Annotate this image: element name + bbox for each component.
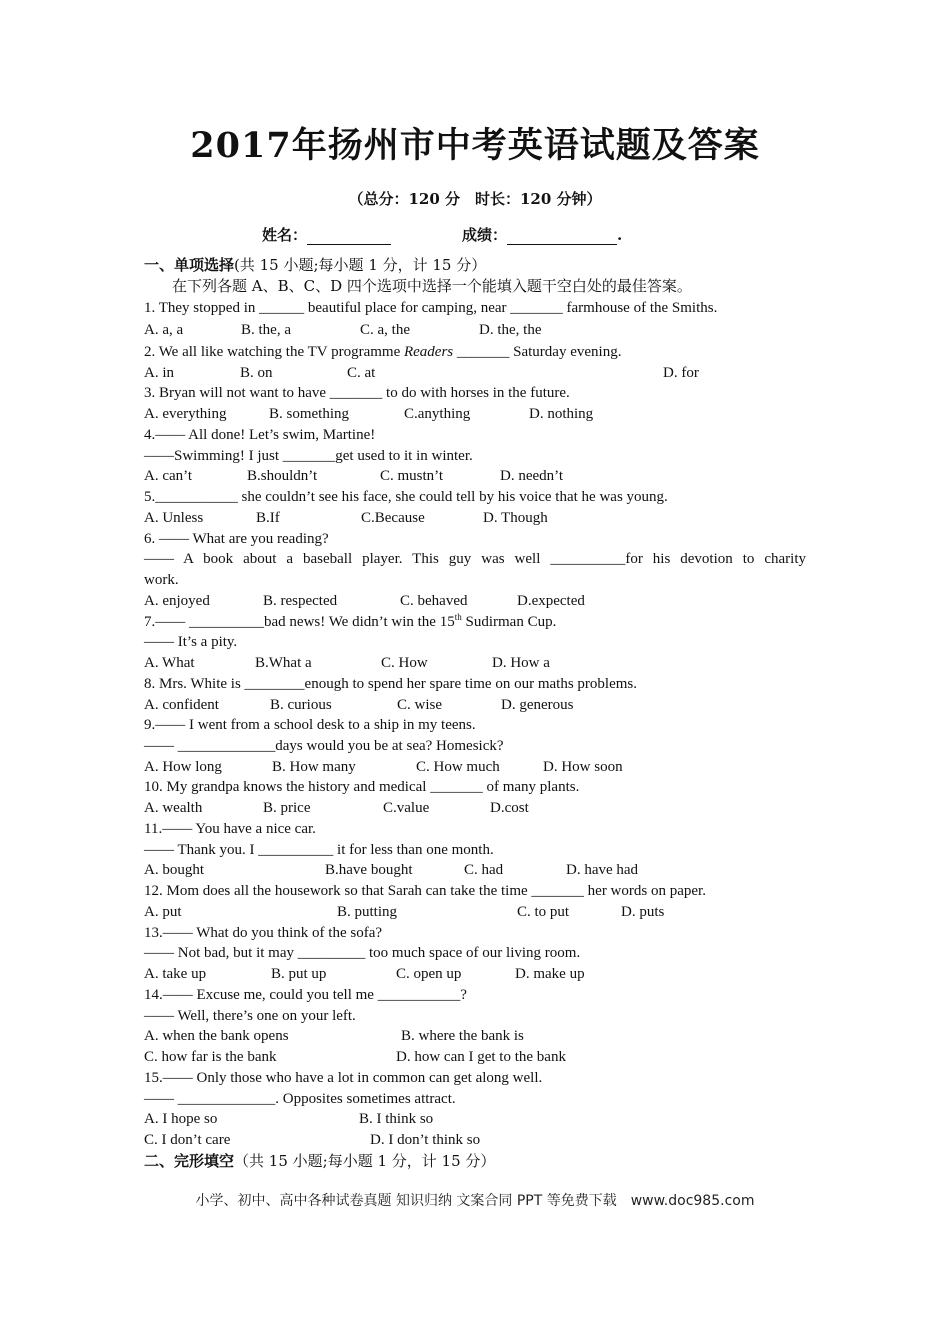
q1-option-d: D. the, the (479, 322, 542, 338)
q14-option-c: C. how far is the bank (144, 1049, 277, 1065)
q10-option-d: D.cost (490, 800, 529, 816)
q3-option-d: D. nothing (529, 406, 594, 422)
section1-heading-rest: (共 15 小题;每小题 1 分，计 15 分） (234, 256, 487, 274)
q9-option-a: A. How long (144, 759, 222, 775)
q13-line1: 13.—— What do you think of the sofa? (144, 925, 383, 941)
q2-stem-pre: 2. We all like watching the TV programme (144, 344, 404, 360)
q4-option-c: C. mustn’t (380, 468, 444, 484)
q11-option-a: A. bought (144, 862, 204, 878)
q11-option-b: B.have bought (325, 862, 413, 878)
q15-option-d: D. I don’t think so (370, 1132, 481, 1148)
q10-stem: 10. My grandpa knows the history and medical _______ of many plants. (144, 779, 580, 795)
q9-option-b: B. How many (272, 759, 356, 775)
q8-option-b: B. curious (270, 697, 332, 713)
q12-stem: 12. Mom does all the housework so that Sarah can take the time _______ her words on paper. (144, 883, 706, 899)
score-field (462, 224, 622, 245)
q4-option-d: D. needn’t (500, 468, 564, 484)
exam-info: （总分：120 分 时长：120 分钟） (348, 190, 602, 208)
q3-option-b: B. something (269, 406, 350, 422)
q8-stem: 8. Mrs. White is ________enough to spend her spare time on our maths problems. (144, 676, 637, 692)
q9-option-d: D. How soon (543, 759, 623, 775)
q3-option-a: A. everything (144, 406, 227, 422)
q4-option-b: B.shouldn’t (247, 468, 318, 484)
section2-heading-bold: 二、完形填空 (144, 1152, 235, 1170)
section1-instruction: 在下列各题 A、B、C、D 四个选项中选择一个能填入题干空白处的最佳答案。 (172, 277, 692, 295)
q13-option-a: A. take up (144, 966, 207, 982)
q12-option-d: D. puts (621, 904, 665, 920)
q10-option-c: C.value (383, 800, 430, 816)
q7-option-b: B.What a (255, 655, 312, 671)
section2-heading (144, 1151, 495, 1171)
q5-option-a: A. Unless (144, 510, 204, 526)
q13-option-b: B. put up (271, 966, 327, 982)
q14-line1: 14.—— Excuse me, could you tell me ___________? (144, 987, 467, 1003)
q11-option-d: D. have had (566, 862, 639, 878)
name-label: 姓名： (262, 226, 308, 244)
q15-option-a: A. I hope so (144, 1111, 218, 1127)
q9-option-c: C. How much (416, 759, 500, 775)
q7-stem-post: Sudirman Cup. (461, 614, 557, 630)
q6-line2: —— A book about a baseball player. This guy was well __________for his devotion to charity (144, 551, 806, 567)
q5-stem: 5.___________ she couldn’t see his face, she could tell by his voice that he was young. (144, 489, 668, 505)
section2-heading-rest: （共 15 小题;每小题 1 分，计 15 分） (234, 1152, 496, 1170)
q8-option-c: C. wise (397, 697, 442, 713)
q2-option-d: D. for (663, 365, 699, 381)
q7-option-c: C. How (381, 655, 428, 671)
score-end: . (617, 226, 623, 244)
q14-line2: —— Well, there’s one on your left. (144, 1008, 356, 1024)
q15-line1: 15.—— Only those who have a lot in common can get along well. (144, 1070, 543, 1086)
section1-heading (144, 255, 486, 275)
q2-stem-post: _______ Saturday evening. (453, 344, 622, 360)
q7-line2: —— It’s a pity. (144, 634, 238, 650)
q6-option-a: A. enjoyed (144, 593, 210, 609)
q1-stem: 1. They stopped in ______ beautiful place for camping, near _______ farmhouse of the Smiths. (144, 300, 718, 316)
q12-option-c: C. to put (517, 904, 570, 920)
q6-option-b: B. respected (263, 593, 338, 609)
footer-text: 小学、初中、高中各种试卷真题 知识归纳 文案合同 PPT 等免费下载 www.doc985.com (195, 1193, 755, 1209)
section1-heading-bold: 一、单项选择 (144, 256, 235, 274)
q14-option-b: B. where the bank is (401, 1028, 524, 1044)
q6-line3: work. (144, 572, 179, 588)
q14-option-d: D. how can I get to the bank (396, 1049, 566, 1065)
q4-option-a: A. can’t (144, 468, 193, 484)
page-title: 2017年扬州市中考英语试题及答案 (190, 125, 760, 166)
q13-line2: —— Not bad, but it may _________ too much space of our living room. (144, 945, 581, 961)
q7-stem-pre: 7.—— __________bad news! We didn’t win the 15 (144, 614, 455, 630)
q1-option-b: B. the, a (241, 322, 291, 338)
q1-option-a: A. a, a (144, 322, 184, 338)
q13-option-c: C. open up (396, 966, 462, 982)
q10-option-a: A. wealth (144, 800, 203, 816)
q2-programme-title: Readers (403, 344, 454, 360)
q1-option-c: C. a, the (360, 322, 410, 338)
q11-line2: —— Thank you. I __________ it for less than one month. (144, 842, 494, 858)
q12-option-a: A. put (144, 904, 182, 920)
q11-option-c: C. had (464, 862, 504, 878)
q5-option-b: B.If (256, 510, 280, 526)
q7-option-a: A. What (144, 655, 195, 671)
q6-line1: 6. —— What are you reading? (144, 531, 329, 547)
name-blank (307, 230, 391, 245)
q7-superscript: th (454, 612, 462, 622)
q12-option-b: B. putting (337, 904, 398, 920)
q6-option-d: D.expected (517, 593, 585, 609)
q15-option-b: B. I think so (359, 1111, 434, 1127)
q2-option-b: B. on (240, 365, 273, 381)
q15-line2: —— _____________. Opposites sometimes attract. (144, 1091, 456, 1107)
q8-option-a: A. confident (144, 697, 219, 713)
q7-stem (144, 612, 556, 632)
q14-option-a: A. when the bank opens (144, 1028, 289, 1044)
q8-option-d: D. generous (501, 697, 574, 713)
q13-option-d: D. make up (515, 966, 585, 982)
q10-option-b: B. price (263, 800, 311, 816)
q2-option-a: A. in (144, 365, 174, 381)
q9-line2: —— _____________days would you be at sea? Homesick? (144, 738, 504, 754)
q4-line1: 4.—— All done! Let’s swim, Martine! (144, 427, 376, 443)
q3-stem: 3. Bryan will not want to have _______ to do with horses in the future. (144, 385, 570, 401)
q6-option-c: C. behaved (400, 593, 468, 609)
name-field (262, 224, 391, 245)
q2-option-c: C. at (347, 365, 376, 381)
q5-option-c: C.Because (361, 510, 425, 526)
q2-stem (144, 342, 621, 362)
score-label: 成绩： (462, 226, 508, 244)
q15-option-c: C. I don’t care (144, 1132, 231, 1148)
q11-line1: 11.—— You have a nice car. (144, 821, 316, 837)
q4-line2: ——Swimming! I just _______get used to it in winter. (144, 448, 473, 464)
q5-option-d: D. Though (483, 510, 548, 526)
q7-option-d: D. How a (492, 655, 550, 671)
q9-line1: 9.—— I went from a school desk to a ship in my teens. (144, 717, 476, 733)
score-blank (507, 230, 617, 245)
q3-option-c: C.anything (404, 406, 471, 422)
